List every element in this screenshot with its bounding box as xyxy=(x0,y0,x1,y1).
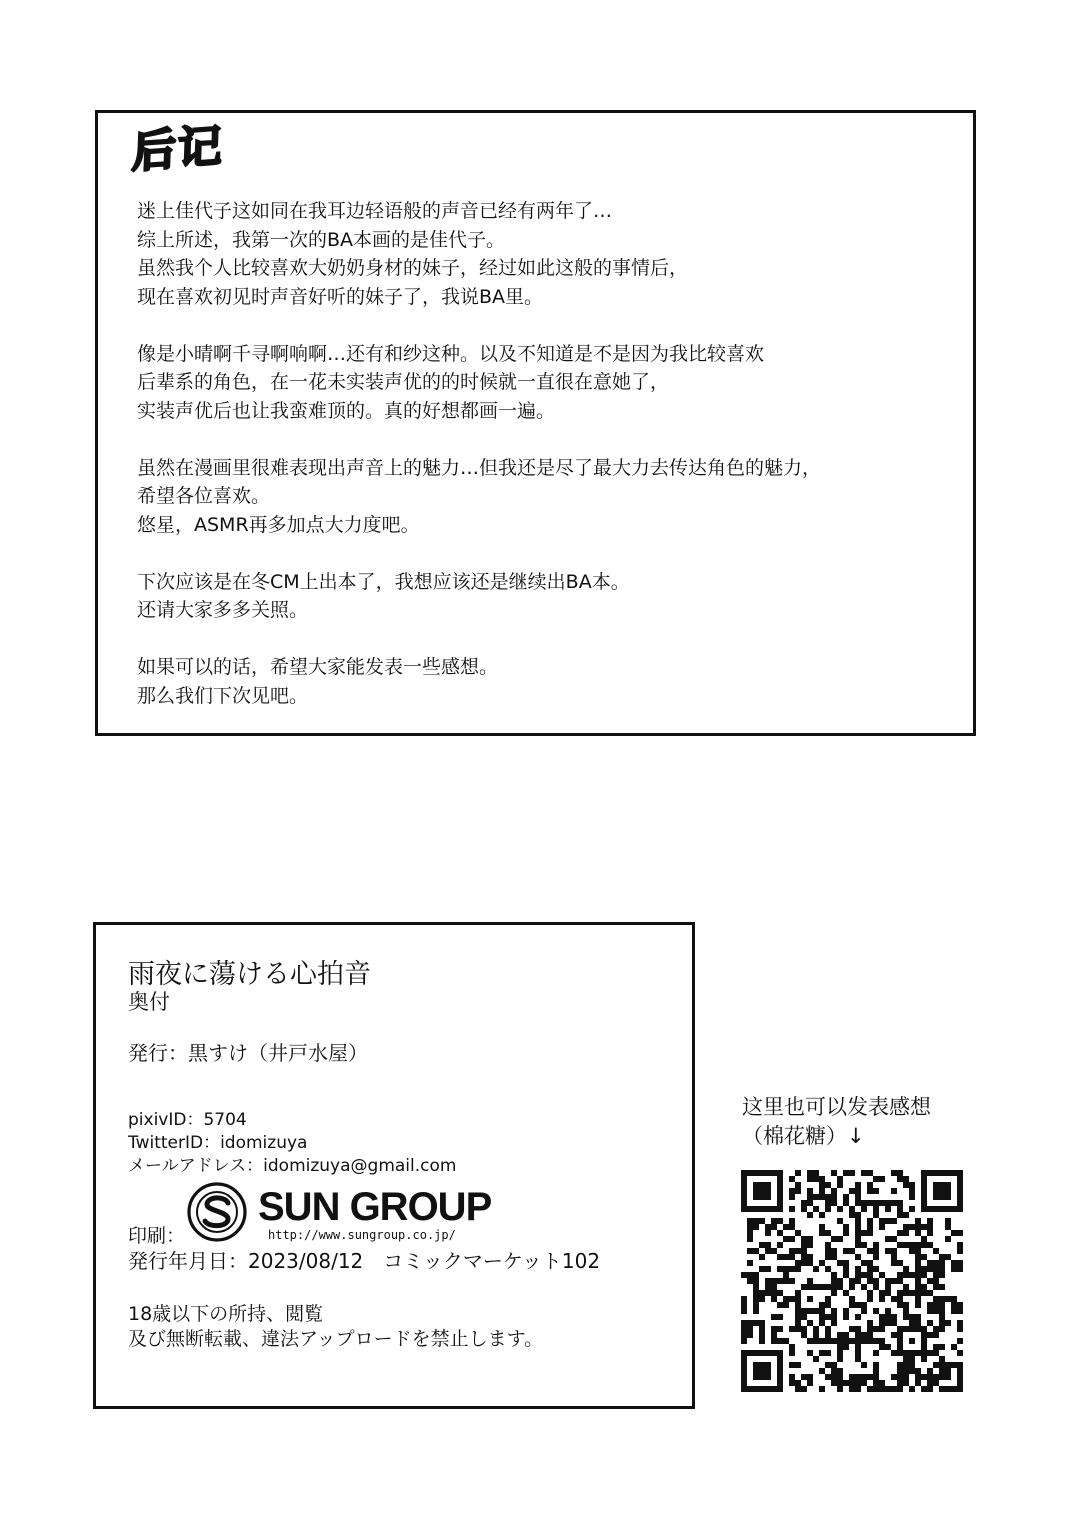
afterword-line: 悠星，ASMR再多加点大力度吧。 xyxy=(137,513,420,536)
afterword-line: 现在喜欢初见时声音好听的妹子了，我说BA里。 xyxy=(137,285,544,308)
qr-caption-line: 这里也可以发表感想 xyxy=(742,1095,931,1119)
afterword-line: 希望各位喜欢。 xyxy=(137,485,271,507)
afterword-line: 那么我们下次见吧。 xyxy=(137,684,309,707)
afterword-line: 实装声优后也让我蛮难顶的。真的好想都画一遍。 xyxy=(137,399,556,422)
printer-url: http://www.sungroup.co.jp/ xyxy=(268,1228,456,1242)
afterword-paragraph xyxy=(137,197,957,311)
printer-logo xyxy=(186,1181,526,1245)
afterword-line: 迷上佳代子这如同在我耳边轻语般的声音已经有两年了… xyxy=(137,200,613,222)
issue-date-line: 発行年月日：2023/08/12 コミックマーケット102 xyxy=(128,1249,601,1273)
qr-caption-line: （棉花糖）↓ xyxy=(742,1124,865,1148)
afterword-line: 像是小晴啊千寻啊响啊…还有和纱这种。以及不知道是不是因为我比较喜欢 xyxy=(137,342,765,365)
afterword-box xyxy=(95,110,976,736)
afterword-paragraph xyxy=(137,653,957,710)
book-title: 雨夜に蕩ける心拍音 xyxy=(128,959,371,990)
twitter-id: TwitterID：idomizuya xyxy=(128,1133,308,1153)
publisher-line: 発行：黒すけ（井戸水屋） xyxy=(128,1041,368,1065)
age-warning-line: 18歳以下の所持、閲覧 xyxy=(128,1303,324,1325)
afterword-paragraph xyxy=(137,568,957,625)
qr-code-modules xyxy=(741,1170,963,1392)
afterword-line: 还请大家多多关照。 xyxy=(137,599,309,621)
afterword-paragraph xyxy=(137,340,957,426)
afterword-paragraph xyxy=(137,454,957,540)
printer-name: SUN GROUP xyxy=(258,1185,492,1229)
pixiv-id: pixivID：5704 xyxy=(128,1110,247,1130)
afterword-line: 下次应该是在冬CM上出本了，我想应该还是继续出BA本。 xyxy=(137,570,630,593)
sun-group-logo-icon xyxy=(186,1181,248,1243)
afterword-line: 虽然在漫画里很难表现出声音上的魅力…但我还是尽了最大力去传达角色的魅力， xyxy=(137,456,822,479)
afterword-line: 如果可以的话，希望大家能发表一些感想。 xyxy=(137,656,499,678)
colophon-box xyxy=(93,922,695,1409)
email-address: メールアドレス：idomizuya@gmail.com xyxy=(128,1156,457,1176)
afterword-line: 虽然我个人比较喜欢大奶奶身材的妹子，经过如此这般的事情后， xyxy=(137,257,689,279)
qr-code-icon[interactable] xyxy=(741,1170,963,1392)
afterword-title: 后记 xyxy=(131,120,225,179)
afterword-line: 后辈系的角色，在一花未实装声优的的时候就一直很在意她了， xyxy=(137,371,670,393)
afterword-line: 综上所述，我第一次的BA本画的是佳代子。 xyxy=(137,228,506,251)
colophon-subtitle: 奥付 xyxy=(128,990,170,1014)
afterword-body xyxy=(137,197,957,710)
qr-caption xyxy=(742,1093,931,1151)
copyright-warning-line: 及び無断転載、違法アップロードを禁止します。 xyxy=(128,1328,544,1350)
printer-label: 印刷： xyxy=(128,1225,186,1247)
